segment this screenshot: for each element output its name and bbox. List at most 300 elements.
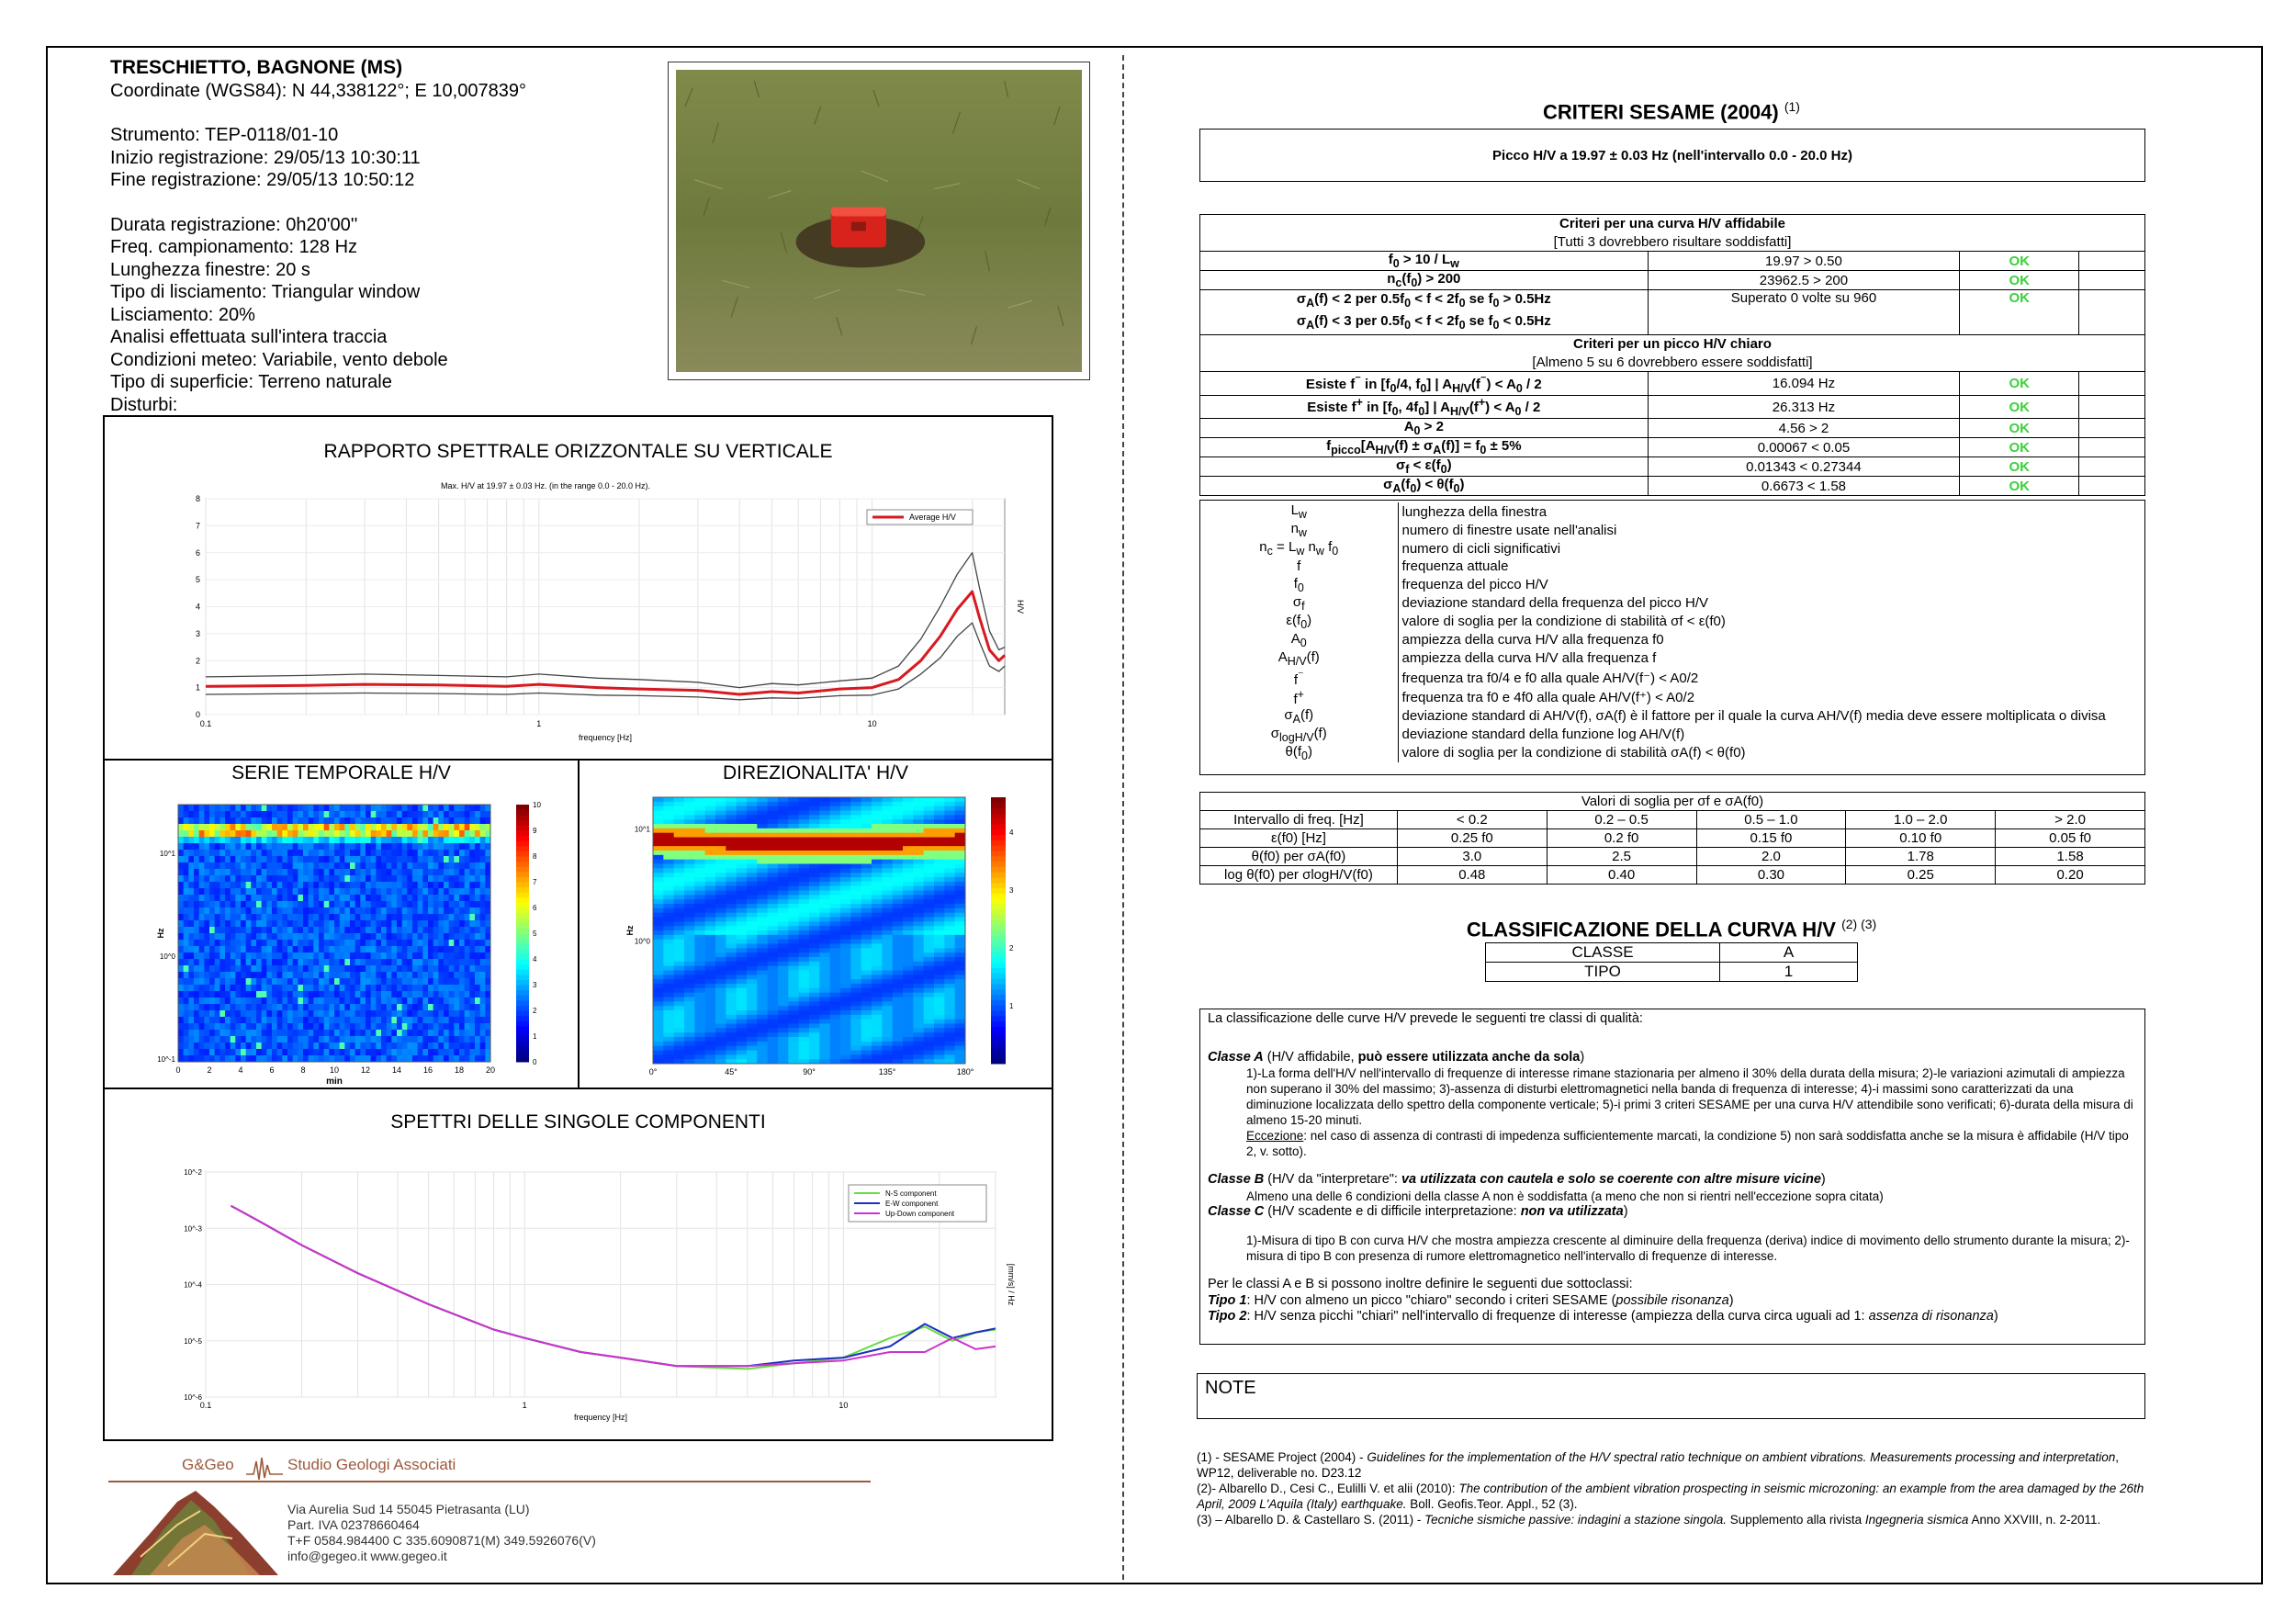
dir-cell xyxy=(840,1001,851,1006)
ts-cell xyxy=(376,1023,381,1030)
ts-cell xyxy=(334,811,340,817)
ts-cell xyxy=(350,882,355,888)
dir-cell xyxy=(893,1001,904,1006)
dir-cell xyxy=(840,975,851,979)
dir-cell xyxy=(768,1028,779,1032)
dir-cell xyxy=(882,811,893,816)
ts-cell xyxy=(350,952,355,959)
ts-cell xyxy=(235,817,241,824)
ts-cell xyxy=(334,850,340,856)
dir-cell xyxy=(850,1037,861,1042)
dir-cell xyxy=(737,904,748,908)
ts-cell xyxy=(475,869,480,875)
ts-cell xyxy=(366,1043,371,1049)
ts-cell xyxy=(309,997,314,1004)
ts-cell xyxy=(309,1049,314,1055)
dir-cell xyxy=(903,1032,914,1037)
dir-cell xyxy=(705,899,716,904)
dir-cell xyxy=(663,940,674,944)
ts-cell xyxy=(475,888,480,895)
dir-cell xyxy=(944,975,955,979)
ts-cell xyxy=(188,805,194,811)
ts-cell xyxy=(397,1043,402,1049)
ts-cell xyxy=(246,875,252,882)
ts-cell xyxy=(319,869,324,875)
dir-cell xyxy=(684,993,695,997)
ts-cell xyxy=(319,1036,324,1043)
ts-cell xyxy=(184,1030,189,1036)
ts-cell xyxy=(433,862,439,869)
dir-cell xyxy=(674,886,685,891)
ts-cell xyxy=(329,978,334,985)
ts-cell xyxy=(444,817,449,824)
dir-colorbar-cell xyxy=(991,984,1006,989)
ts-colorbar-cell xyxy=(516,923,529,929)
ts-cell xyxy=(329,895,334,901)
dir-cell xyxy=(778,1024,789,1029)
ts-cell xyxy=(428,856,433,862)
dir-cell xyxy=(747,824,758,828)
dir-cell xyxy=(861,886,872,891)
ts-cell xyxy=(381,869,387,875)
dir-cell xyxy=(799,899,810,904)
ts-cell xyxy=(381,965,387,972)
ts-colorbar-tick: 6 xyxy=(533,904,537,912)
dir-cell xyxy=(872,975,883,979)
dir-cell xyxy=(955,1006,966,1010)
dir-cell xyxy=(840,971,851,975)
dir-cell xyxy=(684,979,695,984)
dir-cell xyxy=(663,921,674,926)
ts-cell xyxy=(246,1010,252,1017)
ts-cell xyxy=(402,952,408,959)
dir-cell xyxy=(663,1046,674,1051)
ts-cell xyxy=(199,1036,205,1043)
ts-cell xyxy=(433,843,439,850)
ts-y-tick: 10^0 xyxy=(159,952,175,961)
hv-y-label: H/V xyxy=(1016,599,1025,614)
ts-cell xyxy=(428,830,433,837)
ts-cell xyxy=(344,907,350,914)
ts-cell xyxy=(313,997,319,1004)
ts-cell xyxy=(459,1055,465,1062)
dir-cell xyxy=(934,1037,945,1042)
dir-cell xyxy=(674,802,685,806)
dir-cell xyxy=(788,979,799,984)
dir-cell xyxy=(715,864,726,869)
ts-colorbar-cell xyxy=(516,902,529,907)
dir-cell xyxy=(778,873,789,877)
ts-cell xyxy=(199,978,205,985)
dir-cell xyxy=(705,975,716,979)
ts-cell xyxy=(402,869,408,875)
criteria-row: $f_0 > 10 / L_w$ 19.97 > 0.50 OK xyxy=(1200,252,2145,271)
ts-cell xyxy=(422,824,428,830)
dir-cell xyxy=(934,882,945,886)
dir-cell xyxy=(882,833,893,838)
ts-cell xyxy=(418,1023,423,1030)
ts-cell xyxy=(293,1049,298,1055)
ts-cell xyxy=(262,811,267,817)
dir-cell xyxy=(893,913,904,918)
ts-cell xyxy=(350,869,355,875)
dir-cell xyxy=(861,1051,872,1055)
dir-cell xyxy=(715,993,726,997)
dir-cell xyxy=(694,824,705,828)
dir-cell xyxy=(694,926,705,930)
dir-cell xyxy=(944,921,955,926)
dir-cell xyxy=(830,997,841,1002)
dir-cell xyxy=(694,904,705,908)
ts-cell xyxy=(433,824,439,830)
ts-cell xyxy=(422,888,428,895)
ts-cell xyxy=(334,952,340,959)
dir-cell xyxy=(882,838,893,842)
dir-cell xyxy=(850,811,861,816)
ts-cell xyxy=(329,843,334,850)
ts-cell xyxy=(184,959,189,965)
dir-cell xyxy=(705,868,716,873)
ts-cell xyxy=(391,850,397,856)
dir-cell xyxy=(737,838,748,842)
dir-cell xyxy=(705,1010,716,1015)
ts-cell xyxy=(444,1017,449,1023)
dir-cell xyxy=(737,913,748,918)
hv-y-tick: 1 xyxy=(195,682,200,693)
ts-cell xyxy=(459,1049,465,1055)
ts-cell xyxy=(309,811,314,817)
ts-cell xyxy=(433,805,439,811)
ts-cell xyxy=(428,811,433,817)
dir-cell xyxy=(819,833,830,838)
dir-cell xyxy=(757,895,768,899)
dir-cell xyxy=(819,926,830,930)
dir-colorbar-cell xyxy=(991,1031,1006,1037)
ts-cell xyxy=(313,1055,319,1062)
ts-cell xyxy=(340,1055,345,1062)
ts-cell xyxy=(355,869,361,875)
dir-cell xyxy=(872,1054,883,1059)
dir-cell xyxy=(768,811,779,816)
ts-colorbar-cell xyxy=(516,969,529,975)
ts-cell xyxy=(469,862,475,869)
ts-cell xyxy=(485,1049,490,1055)
dir-cell xyxy=(799,815,810,819)
ts-cell xyxy=(344,991,350,997)
ts-cell xyxy=(334,1036,340,1043)
ts-cell xyxy=(313,946,319,952)
dir-cell xyxy=(674,1010,685,1015)
ts-colorbar-tick: 1 xyxy=(533,1032,537,1041)
ts-cell xyxy=(465,965,470,972)
ts-cell xyxy=(475,862,480,869)
ts-cell xyxy=(309,888,314,895)
dir-cell xyxy=(705,957,716,962)
ts-cell xyxy=(215,824,220,830)
ts-cell xyxy=(282,843,287,850)
ts-cell xyxy=(282,1049,287,1055)
dir-cell xyxy=(737,926,748,930)
ts-cell xyxy=(282,927,287,933)
ts-cell xyxy=(459,888,465,895)
dir-cell xyxy=(663,997,674,1002)
dir-cell xyxy=(705,993,716,997)
dir-cell xyxy=(934,1001,945,1006)
ts-cell xyxy=(225,1036,231,1043)
dir-colorbar-cell xyxy=(991,893,1006,898)
ts-cell xyxy=(246,952,252,959)
dir-cell xyxy=(924,1046,935,1051)
dir-cell xyxy=(830,819,841,824)
ts-cell xyxy=(340,869,345,875)
ts-cell xyxy=(344,920,350,927)
dir-cell xyxy=(882,1001,893,1006)
hv-x-tick: 10 xyxy=(867,719,877,728)
dir-cell xyxy=(684,984,695,988)
ts-cell xyxy=(397,914,402,920)
ts-cell xyxy=(282,1030,287,1036)
ts-cell xyxy=(246,1036,252,1043)
dir-cell xyxy=(903,1054,914,1059)
ts-cell xyxy=(277,862,283,869)
dir-cell xyxy=(913,975,924,979)
ts-cell xyxy=(282,997,287,1004)
dir-cell xyxy=(830,886,841,891)
dir-cell xyxy=(924,860,935,864)
dir-cell xyxy=(663,962,674,966)
dir-cell xyxy=(819,882,830,886)
dir-cell xyxy=(819,806,830,811)
coordinates: Coordinate (WGS84): N 44,338122°; E 10,007839° xyxy=(110,80,526,101)
ts-cell xyxy=(178,940,184,946)
ts-cell xyxy=(199,920,205,927)
ts-cell xyxy=(387,914,392,920)
ts-cell xyxy=(293,1043,298,1049)
ts-cell xyxy=(444,927,449,933)
dir-cell xyxy=(715,838,726,842)
dir-cell xyxy=(924,811,935,816)
ts-cell xyxy=(485,997,490,1004)
dir-cell xyxy=(882,891,893,896)
dir-cell xyxy=(799,1028,810,1032)
ts-cell xyxy=(334,914,340,920)
dir-cell xyxy=(768,979,779,984)
ts-cell xyxy=(459,850,465,856)
dir-cell xyxy=(747,1001,758,1006)
ts-cell xyxy=(241,805,246,811)
ts-cell xyxy=(324,843,330,850)
dir-cell xyxy=(768,993,779,997)
ts-cell xyxy=(475,946,480,952)
dir-cell xyxy=(913,979,924,984)
ts-cell xyxy=(313,856,319,862)
dir-cell xyxy=(944,833,955,838)
dir-cell xyxy=(882,824,893,828)
ts-cell xyxy=(324,927,330,933)
ts-cell xyxy=(184,1023,189,1030)
ts-cell xyxy=(433,856,439,862)
dir-cell xyxy=(799,819,810,824)
ts-cell xyxy=(366,850,371,856)
ts-cell xyxy=(313,1049,319,1055)
ts-cell xyxy=(444,991,449,997)
dir-cell xyxy=(934,957,945,962)
dir-cell xyxy=(737,988,748,993)
ts-cell xyxy=(433,875,439,882)
ts-cell xyxy=(344,1023,350,1030)
ts-cell xyxy=(309,972,314,978)
ts-cell xyxy=(298,817,303,824)
ts-cell xyxy=(397,888,402,895)
dir-cell xyxy=(663,1054,674,1059)
ts-cell xyxy=(459,1043,465,1049)
dir-cell xyxy=(830,855,841,860)
ts-cell xyxy=(407,888,412,895)
dir-cell xyxy=(850,926,861,930)
ts-cell xyxy=(459,856,465,862)
dir-cell xyxy=(893,1037,904,1042)
dir-cell xyxy=(830,1020,841,1024)
ts-cell xyxy=(422,869,428,875)
dir-cell xyxy=(913,952,924,957)
ts-cell xyxy=(277,875,283,882)
dir-cell xyxy=(944,1042,955,1046)
ts-cell xyxy=(241,1036,246,1043)
dir-cell xyxy=(861,864,872,869)
dir-cell xyxy=(830,1054,841,1059)
ts-cell xyxy=(428,1043,433,1049)
ts-cell xyxy=(376,817,381,824)
ts-cell xyxy=(381,850,387,856)
ts-cell xyxy=(397,875,402,882)
ts-cell xyxy=(366,811,371,817)
ts-cell xyxy=(319,1055,324,1062)
ts-cell xyxy=(272,940,277,946)
dir-cell xyxy=(778,882,789,886)
ts-cell xyxy=(371,862,377,869)
ts-cell xyxy=(309,843,314,850)
ts-cell xyxy=(277,837,283,843)
ts-cell xyxy=(381,824,387,830)
spectra-x-tick: 1 xyxy=(522,1401,527,1410)
ts-cell xyxy=(412,1004,418,1010)
dir-cell xyxy=(653,962,664,966)
ts-cell xyxy=(282,946,287,952)
directionality-panel xyxy=(578,759,1053,1089)
smoothing: Lisciamento: 20% xyxy=(110,304,255,325)
ts-cell xyxy=(256,946,262,952)
ts-cell xyxy=(422,875,428,882)
ts-cell xyxy=(209,869,215,875)
dir-cell xyxy=(768,952,779,957)
ts-cell xyxy=(397,1030,402,1036)
ts-cell xyxy=(376,1010,381,1017)
dir-cell xyxy=(788,913,799,918)
ts-cell xyxy=(313,927,319,933)
ts-cell xyxy=(381,997,387,1004)
dir-cell xyxy=(913,913,924,918)
ts-cell xyxy=(480,1004,486,1010)
dir-cell xyxy=(924,935,935,940)
ts-cell xyxy=(475,907,480,914)
dir-cell xyxy=(819,846,830,851)
dir-cell xyxy=(809,864,820,869)
dir-cell xyxy=(934,1046,945,1051)
dir-cell xyxy=(788,877,799,882)
ts-cell xyxy=(251,907,256,914)
dir-cell xyxy=(726,957,737,962)
ts-cell xyxy=(360,1043,366,1049)
dir-cell xyxy=(893,926,904,930)
ts-cell xyxy=(287,1043,293,1049)
ts-cell xyxy=(402,997,408,1004)
dir-cell xyxy=(819,913,830,918)
dir-cell xyxy=(768,873,779,877)
ts-cell xyxy=(319,824,324,830)
ts-cell xyxy=(340,830,345,837)
ts-cell xyxy=(215,933,220,940)
ts-cell xyxy=(418,1004,423,1010)
ts-cell xyxy=(319,946,324,952)
ts-cell xyxy=(313,985,319,991)
dir-cell xyxy=(955,988,966,993)
ts-cell xyxy=(272,972,277,978)
dir-cell xyxy=(799,975,810,979)
dir-cell xyxy=(799,838,810,842)
dir-cell xyxy=(934,908,945,913)
ts-cell xyxy=(184,882,189,888)
ts-cell xyxy=(418,1049,423,1055)
ts-cell xyxy=(381,882,387,888)
dir-cell xyxy=(715,860,726,864)
dir-cell xyxy=(799,993,810,997)
dir-cell xyxy=(694,997,705,1002)
ts-cell xyxy=(475,978,480,985)
dir-cell xyxy=(663,886,674,891)
ts-cell xyxy=(262,927,267,933)
dir-cell xyxy=(830,1028,841,1032)
dir-cell xyxy=(747,1015,758,1020)
ts-cell xyxy=(340,946,345,952)
hv-y-tick: 4 xyxy=(195,602,200,612)
dir-cell xyxy=(903,1020,914,1024)
dir-cell xyxy=(694,935,705,940)
ts-cell xyxy=(324,940,330,946)
ts-cell xyxy=(366,869,371,875)
ts-cell xyxy=(272,991,277,997)
ts-cell xyxy=(266,927,272,933)
ts-cell xyxy=(225,888,231,895)
ts-cell xyxy=(422,927,428,933)
ts-cell xyxy=(209,843,215,850)
ts-cell xyxy=(199,946,205,952)
dir-cell xyxy=(934,899,945,904)
dir-cell xyxy=(788,1032,799,1037)
ts-cell xyxy=(376,1043,381,1049)
ts-cell xyxy=(225,862,231,869)
ts-cell xyxy=(428,1010,433,1017)
dir-cell xyxy=(934,1020,945,1024)
ts-cell xyxy=(366,991,371,997)
ts-cell xyxy=(184,907,189,914)
ts-cell xyxy=(438,914,444,920)
dir-cell xyxy=(809,806,820,811)
dir-cell xyxy=(653,984,664,988)
ts-cell xyxy=(334,933,340,940)
ts-cell xyxy=(366,959,371,965)
ts-cell xyxy=(344,997,350,1004)
dir-cell xyxy=(788,802,799,806)
